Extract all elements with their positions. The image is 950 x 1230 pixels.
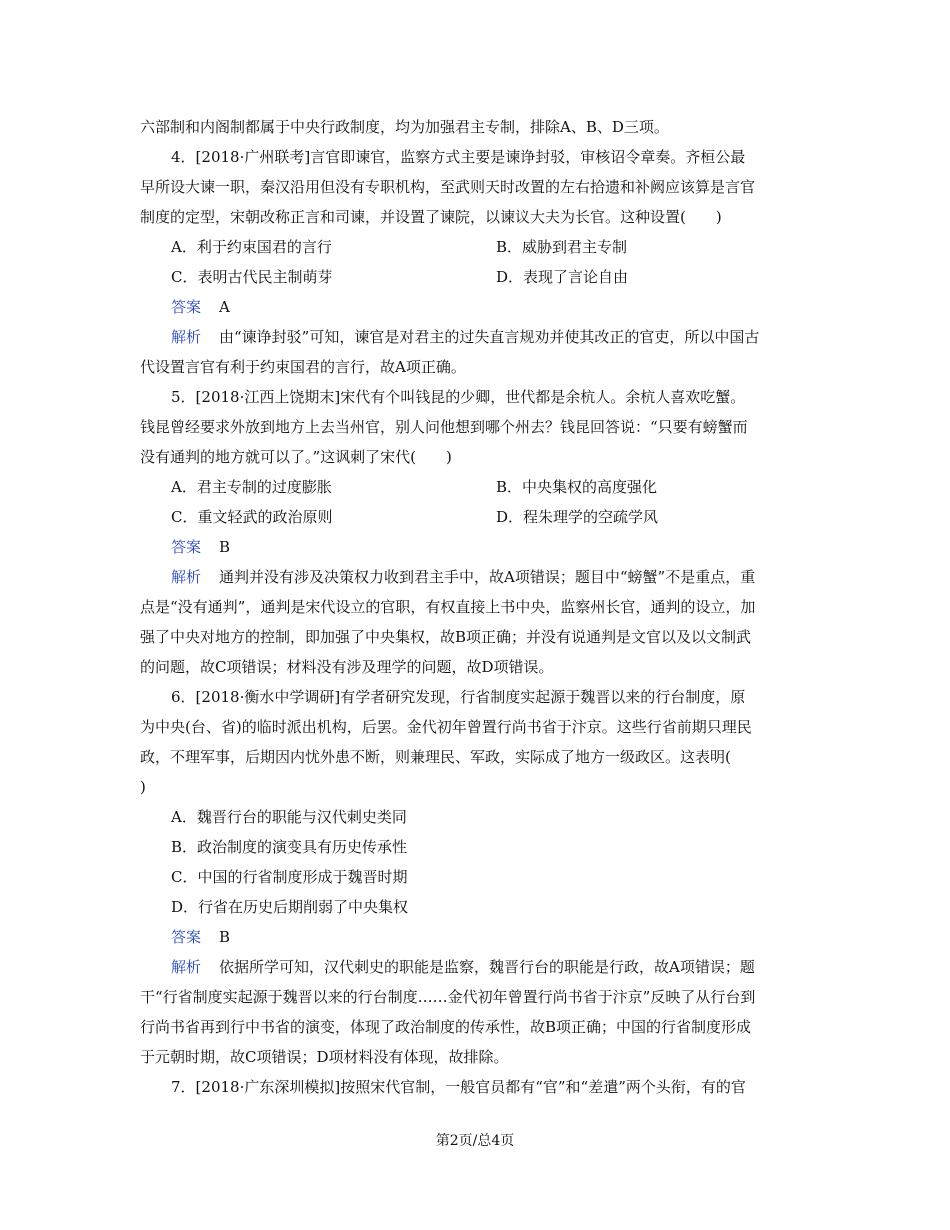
answer-line [140, 532, 818, 562]
question-5-options-row [140, 472, 818, 502]
question-6-line: 政，不理军事，后期因内忧外患不断，则兼理民、军政，实际成了地方一级政区。这表明( [140, 748, 731, 766]
question-4-line: 早所设大谏一职，秦汉沿用但没有专职机构，至武则天时改置的左右拾遗和补阙应该算是言官 [140, 178, 756, 196]
question-5-line: 钱昆曾经要求外放到地方上去当州官，别人问他想到哪个州去？钱昆回答说：“只要有螃蟹而 [140, 418, 748, 436]
option-b: B．政治制度的演变具有历史传承性 [171, 838, 408, 856]
option-a: A．利于约束国君的言行 [171, 238, 332, 256]
answer-label: 答案 [171, 538, 202, 556]
question-5-line: 5．[2018·江西上饶期末]宋代有个叫钱昆的少卿，世代都是余杭人。余杭人喜欢吃蟹。 [171, 388, 746, 406]
analysis-text: 代设置言官有利于约束国君的言行，故A项正确。 [140, 358, 466, 376]
analysis-text: 干“行省制度实起源于魏晋以来的行台制度……金代初年曾置行尚书省于汴京”反映了从行台到 [140, 988, 756, 1006]
analysis-line [140, 952, 818, 982]
answer-label: 答案 [171, 298, 202, 316]
answer-value: B [219, 538, 231, 556]
answer-value: B [219, 928, 231, 946]
option-a: A．魏晋行台的职能与汉代刺史类同 [171, 808, 407, 826]
analysis-label: 解析 [171, 328, 202, 346]
analysis-text: 强了中央对地方的控制，即加强了中央集权，故B项正确；并没有说通判是文官以及以文制武 [140, 628, 752, 646]
option-c: C．中国的行省制度形成于魏晋时期 [171, 868, 408, 886]
question-4-options-row [140, 232, 818, 262]
question-7-line: 7．[2018·广东深圳模拟]按照宋代官制，一般官员都有“官”和“差遣”两个头衔，有的官 [171, 1078, 746, 1096]
answer-line [140, 922, 818, 952]
answer-value: A [219, 298, 230, 316]
question-5-line: 没有通判的地方就可以了。”这讽刺了宋代( ) [140, 448, 452, 466]
page-footer: 第2页/总4页 [435, 1133, 515, 1149]
question-4-line: 制度的定型，宋朝改称正言和司谏，并设置了谏院，以谏议大夫为长官。这种设置( ) [140, 208, 722, 226]
option-d: D．行省在历史后期削弱了中央集权 [171, 898, 409, 916]
option-d: D．表现了言论自由 [496, 268, 629, 286]
answer-label: 答案 [171, 928, 202, 946]
analysis-label: 解析 [171, 568, 202, 586]
analysis-line [140, 322, 818, 352]
question-5-options-row [140, 502, 818, 532]
analysis-text: 行尚书省再到行中书省的演变，体现了政治制度的传承性，故B项正确；中国的行省制度形成 [140, 1018, 752, 1036]
analysis-text: 的问题，故C项错误；材料没有涉及理学的问题，故D项错误。 [140, 658, 554, 676]
option-c: C．表明古代民主制萌芽 [171, 268, 333, 286]
option-b: B．中央集权的高度强化 [496, 478, 658, 496]
question-4-options-row [140, 262, 818, 292]
question-6-line: 为中央(台、省)的临时派出机构，后罢。金代初年曾置行尚书省于汴京。这些行省前期只理民 [140, 718, 752, 736]
question-4-line: 4．[2018·广州联考]言官即谏官，监察方式主要是谏诤封驳，审核诏令章奏。齐桓公最 [171, 148, 746, 166]
answer-line [140, 292, 818, 322]
analysis-text: 由“谏诤封驳”可知，谏官是对君主的过失直言规劝并使其改正的官吏，所以中国古 [219, 328, 760, 346]
analysis-text: 依据所学可知，汉代刺史的职能是监察，魏晋行台的职能是行政，故A项错误；题 [219, 958, 755, 976]
page-content [140, 112, 818, 1102]
text-line: 六部制和内阁制都属于中央行政制度，均为加强君主专制，排除A、B、D三项。 [140, 118, 669, 136]
option-d: D．程朱理学的空疏学风 [496, 508, 659, 526]
option-a: A．君主专制的过度膨胀 [171, 478, 332, 496]
analysis-text: 于元朝时期，故C项错误；D项材料没有体现，故排除。 [140, 1048, 509, 1066]
option-b: B．威胁到君主专制 [496, 238, 628, 256]
question-6-line: ) [140, 778, 146, 796]
option-c: C．重文轻武的政治原则 [171, 508, 333, 526]
analysis-label: 解析 [171, 958, 202, 976]
question-6-line: 6．[2018·衡水中学调研]有学者研究发现，行省制度实起源于魏晋以来的行台制度，原 [171, 688, 746, 706]
analysis-text: 通判并没有涉及决策权力收到君主手中，故A项错误；题目中“螃蟹”不是重点，重 [219, 568, 756, 586]
analysis-line [140, 562, 818, 592]
analysis-text: 点是“没有通判”，通判是宋代设立的官职，有权直接上书中央，监察州长官，通判的设立，加 [140, 598, 756, 616]
